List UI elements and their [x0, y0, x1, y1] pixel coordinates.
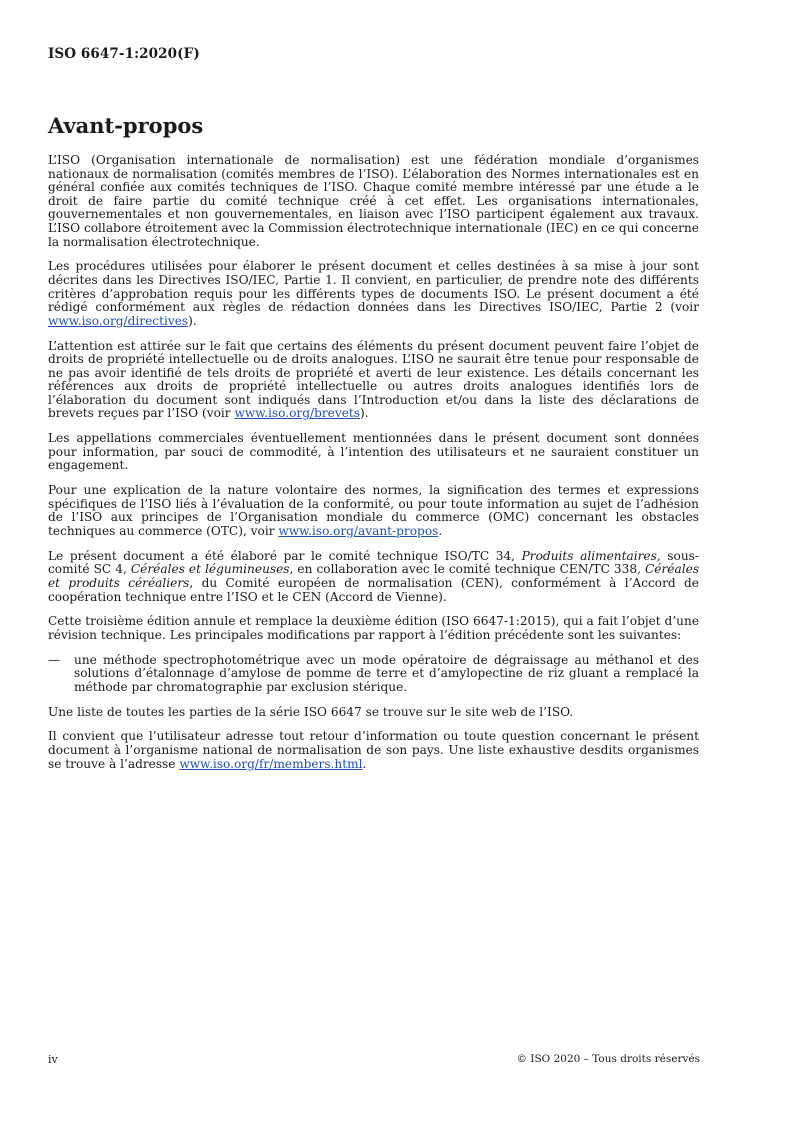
- paragraph-text: Il convient que l’utilisateur adresse tout retour d’information ou toute question concernant le présent document à l’organisme national de normalisation de son pays. Une liste exhaustive desdits organismes se trouve à l’adresse: [48, 729, 699, 771]
- paragraph-text: Les procédures utilisées pour élaborer le présent document et celles destinées à sa mise à jour sont décrites dans les Directives ISO/IEC, Partie 1. Il convient, en particulier, de prendre note des différents critères d’approbation requis pour les différents types de documents ISO. Le présent document a été rédigé conformément aux règles de rédaction données dans les Directives ISO/IEC, Partie 2 (voir: [48, 259, 699, 315]
- paragraph-text: Le présent document a été élaboré par le comité technique ISO/TC 34,: [48, 548, 522, 563]
- link-directives[interactable]: www.iso.org/directives: [48, 313, 189, 328]
- committee-name-italic: Produits alimentaires: [521, 548, 657, 563]
- list-item-text: une méthode spectrophotométrique avec un mode opératoire de dégraissage au méthanol et des solutions d’étalonnage d’amylose de pomme de terre et d’amylopectine de riz gluant a remplacé la méthode par chromatographie par exclusion stérique.: [74, 652, 699, 694]
- link-avant-propos[interactable]: www.iso.org/avant-propos: [278, 524, 439, 538]
- paragraph-end: .: [438, 524, 443, 538]
- paragraph-end: .: [362, 756, 367, 771]
- cen-committee-name-italic: Céréales et produits céréaliers: [48, 562, 699, 590]
- subcommittee-name-italic: Céréales et légumineuses: [130, 562, 290, 577]
- document-id: ISO 6647-1:2020(F): [48, 46, 200, 62]
- paragraph-text: , sous-comité SC 4,: [48, 548, 699, 577]
- paragraph-end: ).: [188, 313, 197, 328]
- paragraph-end: ).: [360, 406, 369, 421]
- section-title: Avant-propos: [48, 113, 204, 138]
- list-item: [48, 654, 699, 695]
- paragraph-patents: [48, 340, 699, 422]
- paragraph-procedures: [48, 260, 699, 328]
- link-brevets[interactable]: www.iso.org/brevets: [234, 406, 361, 421]
- paragraph-feedback: [48, 730, 699, 771]
- link-members[interactable]: www.iso.org/fr/members.html: [179, 756, 363, 771]
- page-number: iv: [48, 1053, 58, 1066]
- paragraph-text: , en collaboration avec le comité technique CEN/TC 338,: [289, 562, 645, 577]
- paragraph-edition: Cette troisième édition annule et remplace la deuxième édition (ISO 6647-1:2015), qui a fait l’objet d’une révision technique. Les principales modifications par rapport à l’édition précédente sont les suivantes:: [48, 614, 699, 642]
- document-body: [48, 154, 699, 782]
- paragraph-text: Pour une explication de la nature volontaire des normes, la signification des termes et expressions spécifiques de l’ISO liés à l’évaluation de la conformité, ou pour toute information au sujet de l’adhésion de l’ISO aux principes de l’Organisation mondiale du commerce (OMC) concernant les obstacles techniques au commerce (OTC), voir: [48, 483, 699, 538]
- paragraph-trade-names: Les appellations commerciales éventuellement mentionnées dans le présent document sont données pour information, par souci de commodité, à l’intention des utilisateurs et ne sauraient constituer un engagement.: [48, 431, 699, 473]
- paragraph-committee: [48, 550, 699, 604]
- paragraph-text: , du Comité européen de normalisation (CEN), conformément à l’Accord de coopération technique entre l’ISO et le CEN (Accord de Vienne).: [48, 575, 699, 604]
- dash-bullet: —: [48, 652, 61, 667]
- paragraph-iso-organisation: L’ISO (Organisation internationale de normalisation) est une fédération mondiale d’organismes nationaux de normalisation (comités membres de l’ISO). L’élaboration des Normes internationales est en général confiée aux comités techniques de l’ISO. Chaque comité membre intéressé par une étude a le droit de faire partie du comité technique créé à cet effet. Les organisations internationales, gouvernementales et non gouvernementales, en liaison avec l’ISO participent également aux travaux. L’ISO collabore étroitement avec la Commission électrotechnique internationale (IEC) en ce qui concerne la normalisation électrotechnique.: [48, 153, 699, 249]
- copyright-notice: © ISO 2020 – Tous droits réservés: [516, 1053, 700, 1065]
- paragraph-voluntary-nature: [48, 484, 699, 538]
- paragraph-text: L’attention est attirée sur le fait que certains des éléments du présent document peuvent faire l’objet de droits de propriété intellectuelle ou de droits analogues. L’ISO ne saurait être tenue pour responsable de ne pas avoir identifié de tels droits de propriété et averti de leur existence. Les détails concernant les références aux droits de propriété intellectuelle ou autres droits analogues identifiés lors de l’élaboration du document sont indiqués dans l’Introduction et/ou dans la liste des déclarations de brevets reçues par l’ISO (voir: [48, 338, 699, 421]
- paragraph-series-list: Une liste de toutes les parties de la série ISO 6647 se trouve sur le site web de l’ISO.: [48, 704, 574, 719]
